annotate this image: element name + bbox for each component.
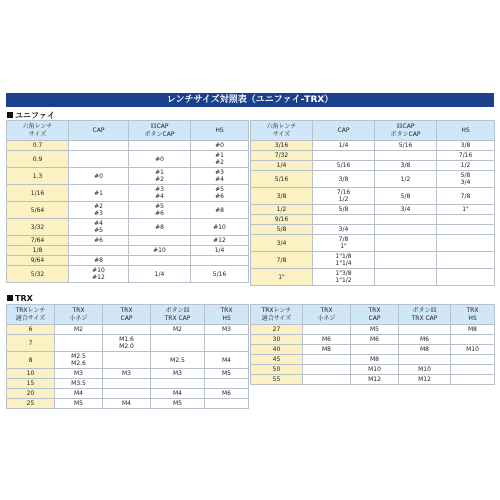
table-cell: #8 [129, 219, 191, 236]
table-cell: 1/4 [191, 246, 249, 256]
table-cell: #12 [191, 236, 249, 246]
table-cell [375, 269, 437, 286]
header-trx-cap: TRX CAP [103, 305, 151, 325]
table-row [7, 219, 249, 236]
table-cell: 3/8 [313, 171, 375, 188]
table-cell: #10 [129, 246, 191, 256]
table-cell: 3/8 [375, 161, 437, 171]
header-trx-small-screw-right: TRX 小ネジ [303, 305, 351, 325]
table-cell: #8 [191, 202, 249, 219]
table-cell [303, 355, 351, 365]
section-unified-label: ユニファイ [15, 111, 55, 120]
trx-table-left [6, 304, 249, 409]
table-row [251, 325, 495, 335]
wrench-size-cell: 0.7 [7, 141, 69, 151]
table-row [7, 202, 249, 219]
wrench-size-cell: 10 [7, 369, 55, 379]
header-wrench-size-right: 六角レンチ サイズ [251, 121, 313, 141]
table-cell: M5 [205, 369, 249, 379]
table-cell [55, 335, 103, 352]
table-row [251, 171, 495, 188]
table-cell: M2 [55, 325, 103, 335]
square-bullet-icon [7, 112, 13, 118]
wrench-size-cell: 6 [7, 325, 55, 335]
page-title: レンチサイズ対照表（ユニファイ-TRX） [6, 93, 494, 107]
table-row [7, 352, 249, 369]
table-cell: 1/2 [437, 161, 495, 171]
table-row [7, 141, 249, 151]
header-cap: CAP [69, 121, 129, 141]
wrench-size-cell: 3/16 [251, 141, 313, 151]
table-cell [69, 246, 129, 256]
table-row [251, 215, 495, 225]
wrench-size-cell: 40 [251, 345, 303, 355]
square-bullet-icon [7, 295, 13, 301]
wrench-size-cell: 30 [251, 335, 303, 345]
table-cell: 7/16 1/2 [313, 188, 375, 205]
table-cell [451, 355, 495, 365]
table-row [7, 399, 249, 409]
wrench-size-cell: 3/4 [251, 235, 313, 252]
table-cell: #5 #6 [129, 202, 191, 219]
header-trx-button-cap-right: ボタン皿 TRX CAP [399, 305, 451, 325]
unified-right-body [251, 141, 495, 286]
table-cell: 3/4 [375, 205, 437, 215]
table-cell: M12 [399, 375, 451, 385]
unified-table-right [250, 120, 495, 286]
wrench-size-cell: 3/8 [251, 188, 313, 205]
table-row [251, 205, 495, 215]
wrench-size-cell: 7/64 [7, 236, 69, 246]
wrench-size-cell: 9/16 [251, 215, 313, 225]
table-row [251, 365, 495, 375]
table-cell [103, 352, 151, 369]
table-row [251, 252, 495, 269]
table-cell [451, 335, 495, 345]
table-cell: M10 [351, 365, 399, 375]
wrench-size-cell: 5/64 [7, 202, 69, 219]
table-cell: M8 [351, 355, 399, 365]
table-row [251, 345, 495, 355]
table-cell: M4 [151, 389, 205, 399]
table-cell: M3 [205, 325, 249, 335]
table-cell: M12 [351, 375, 399, 385]
table-cell [451, 375, 495, 385]
table-cell [375, 151, 437, 161]
table-cell: M2 [151, 325, 205, 335]
table-cell [437, 252, 495, 269]
table-cell [451, 365, 495, 375]
table-cell [313, 151, 375, 161]
table-cell: #10 #12 [69, 266, 129, 283]
table-row [7, 325, 249, 335]
wrench-size-cell: 5/32 [7, 266, 69, 283]
table-row [251, 375, 495, 385]
table-cell [103, 325, 151, 335]
table-cell [205, 335, 249, 352]
wrench-size-cell: 55 [251, 375, 303, 385]
table-cell: #8 [69, 256, 129, 266]
table-cell: M8 [451, 325, 495, 335]
wrench-size-cell: 8 [7, 352, 55, 369]
table-cell [437, 269, 495, 286]
table-cell: #1 [69, 185, 129, 202]
table-cell [313, 215, 375, 225]
wrench-size-cell: 50 [251, 365, 303, 375]
table-cell [191, 256, 249, 266]
table-cell: 1"3/8 1"1/2 [313, 269, 375, 286]
table-cell [437, 235, 495, 252]
table-cell: #6 [69, 236, 129, 246]
wrench-size-cell: 45 [251, 355, 303, 365]
table-row [251, 188, 495, 205]
table-row [251, 141, 495, 151]
trx-left-body [7, 325, 249, 409]
table-cell: M3.5 [55, 379, 103, 389]
table-cell: 1/2 [375, 171, 437, 188]
table-cell: 7/8 1" [313, 235, 375, 252]
table-cell: M5 [351, 325, 399, 335]
header-trx-wrench: TRXレンチ 適合サイズ [7, 305, 55, 325]
table-cell: #1 #2 [129, 168, 191, 185]
table-row [7, 266, 249, 283]
wrench-size-cell: 1.3 [7, 168, 69, 185]
table-cell: M10 [451, 345, 495, 355]
table-cell: 7/8 [437, 188, 495, 205]
wrench-size-cell: 1/8 [7, 246, 69, 256]
table-cell: 7/16 [437, 151, 495, 161]
table-cell [351, 345, 399, 355]
table-cell [69, 141, 129, 151]
header-wrench-size: 六角レンチ サイズ [7, 121, 69, 141]
header-hs: HS [191, 121, 249, 141]
table-cell: #0 [129, 151, 191, 168]
table-cell: 5/8 [375, 188, 437, 205]
wrench-size-cell: 3/32 [7, 219, 69, 236]
table-cell: M5 [151, 399, 205, 409]
wrench-size-cell: 9/64 [7, 256, 69, 266]
table-cell [103, 389, 151, 399]
table-cell [151, 335, 205, 352]
table-cell: M6 [399, 335, 451, 345]
wrench-size-cell: 1/16 [7, 185, 69, 202]
table-row [7, 335, 249, 352]
table-cell [437, 225, 495, 235]
table-cell [375, 225, 437, 235]
table-cell: #0 [69, 168, 129, 185]
table-cell [303, 325, 351, 335]
table-cell: 5/8 [313, 205, 375, 215]
table-row [251, 269, 495, 286]
table-cell: 5/16 [375, 141, 437, 151]
table-cell [399, 325, 451, 335]
table-cell [205, 379, 249, 389]
table-row [7, 236, 249, 246]
table-cell: 3/4 [313, 225, 375, 235]
table-cell [303, 365, 351, 375]
table-cell: M4 [205, 352, 249, 369]
table-cell: 1" [437, 205, 495, 215]
table-cell: 1/4 [313, 141, 375, 151]
header-cap-right: CAP [313, 121, 375, 141]
table-row [7, 379, 249, 389]
table-cell [151, 379, 205, 389]
table-cell [375, 252, 437, 269]
table-row [7, 185, 249, 202]
table-cell: 1/4 [129, 266, 191, 283]
table-cell: #3 #4 [129, 185, 191, 202]
table-cell [375, 235, 437, 252]
table-cell [129, 236, 191, 246]
table-cell: #1 #2 [191, 151, 249, 168]
table-row [251, 335, 495, 345]
table-cell: M4 [55, 389, 103, 399]
wrench-size-cell: 25 [7, 399, 55, 409]
wrench-size-cell: 7/32 [251, 151, 313, 161]
table-row [251, 161, 495, 171]
table-cell: 5/8 3/4 [437, 171, 495, 188]
table-cell: M10 [399, 365, 451, 375]
header-flat-button-cap-right: 皿CAP ボタンCAP [375, 121, 437, 141]
table-row [7, 256, 249, 266]
table-cell: M2.5 M2.6 [55, 352, 103, 369]
table-row [251, 151, 495, 161]
header-hs-right: HS [437, 121, 495, 141]
table-cell: M6 [205, 389, 249, 399]
table-cell: 1"1/8 1"1/4 [313, 252, 375, 269]
table-cell [303, 375, 351, 385]
wrench-size-cell: 20 [7, 389, 55, 399]
table-cell: M3 [151, 369, 205, 379]
table-cell: #5 #6 [191, 185, 249, 202]
header-trx-hs-right: TRX HS [451, 305, 495, 325]
header-trx-button-cap: ボタン皿 TRX CAP [151, 305, 205, 325]
table-cell: M8 [399, 345, 451, 355]
table-cell: #10 [191, 219, 249, 236]
table-cell: #4 #5 [69, 219, 129, 236]
table-row [7, 389, 249, 399]
wrench-size-cell: 1/2 [251, 205, 313, 215]
table-cell: M1.6 M2.0 [103, 335, 151, 352]
table-cell: M3 [103, 369, 151, 379]
unified-table-left [6, 120, 249, 283]
table-cell: 5/16 [191, 266, 249, 283]
wrench-size-cell: 27 [251, 325, 303, 335]
trx-table-right [250, 304, 495, 385]
table-cell: M4 [103, 399, 151, 409]
table-cell [375, 215, 437, 225]
table-row [251, 225, 495, 235]
table-row [7, 369, 249, 379]
table-cell [129, 256, 191, 266]
unified-left-body [7, 141, 249, 283]
table-cell: M2.5 [151, 352, 205, 369]
wrench-size-cell: 1/4 [251, 161, 313, 171]
wrench-size-cell: 15 [7, 379, 55, 389]
wrench-size-cell: 1" [251, 269, 313, 286]
table-row [7, 151, 249, 168]
wrench-size-cell: 5/16 [251, 171, 313, 188]
header-trx-small-screw: TRX 小ネジ [55, 305, 103, 325]
table-cell [399, 355, 451, 365]
header-trx-cap-right: TRX CAP [351, 305, 399, 325]
table-cell [129, 141, 191, 151]
trx-right-body [251, 325, 495, 385]
header-trx-wrench-right: TRXレンチ 適合サイズ [251, 305, 303, 325]
table-cell: #3 #4 [191, 168, 249, 185]
table-row [7, 246, 249, 256]
wrench-size-cell: 5/8 [251, 225, 313, 235]
table-row [7, 168, 249, 185]
table-cell: M6 [303, 335, 351, 345]
table-cell [437, 215, 495, 225]
wrench-size-cell: 7 [7, 335, 55, 352]
table-row [251, 235, 495, 252]
section-trx-label: TRX [15, 294, 33, 303]
section-trx-heading [7, 294, 33, 303]
wrench-size-cell: 7/8 [251, 252, 313, 269]
table-cell [205, 399, 249, 409]
table-cell: M6 [351, 335, 399, 345]
table-cell: #0 [191, 141, 249, 151]
table-cell [69, 151, 129, 168]
header-trx-hs: TRX HS [205, 305, 249, 325]
table-cell: M8 [303, 345, 351, 355]
table-cell: 3/8 [437, 141, 495, 151]
wrench-size-cell: 0.9 [7, 151, 69, 168]
table-cell [103, 379, 151, 389]
table-cell: 5/16 [313, 161, 375, 171]
table-cell: M3 [55, 369, 103, 379]
table-row [251, 355, 495, 365]
header-flat-button-cap: 皿CAP ボタンCAP [129, 121, 191, 141]
table-cell: #2 #3 [69, 202, 129, 219]
table-cell: M5 [55, 399, 103, 409]
